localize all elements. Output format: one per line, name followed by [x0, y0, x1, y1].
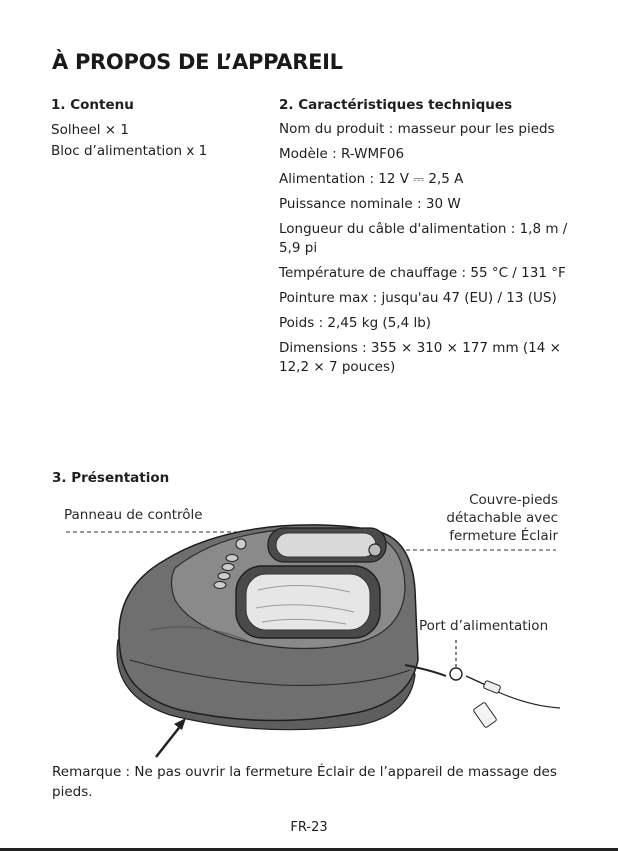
spec-item: Alimentation : 12 V ⎓ 2,5 A — [279, 171, 464, 187]
spec-item: Modèle : R-WMF06 — [279, 146, 405, 162]
spec-item: Poids : 2,45 kg (5,4 lb) — [279, 315, 432, 331]
specs-section — [279, 96, 579, 383]
spec-item: Température de chauffage : 55 °C / 131 °F — [279, 265, 566, 281]
foot-cover-label: Couvre-pieds détachable avec fermeture Éclair — [446, 492, 558, 544]
presentation-heading: 3. Présentation — [52, 470, 170, 486]
contents-section — [51, 96, 251, 162]
page-title: À PROPOS DE L’APPAREIL — [52, 50, 343, 74]
page-number: FR-23 — [290, 820, 328, 835]
zipper-icon — [369, 544, 381, 556]
contents-heading: 1. Contenu — [51, 97, 134, 113]
control-panel-label: Panneau de contrôle — [64, 507, 203, 523]
power-port-label: Port d’alimentation — [419, 618, 549, 634]
spec-item: Pointure max : jusqu'au 47 (EU) / 13 (US) — [279, 290, 557, 306]
zipper-arrow — [156, 724, 182, 757]
contents-item: Solheel × 1 — [51, 122, 129, 138]
spec-item: Longueur du câble d'alimentation : 1,8 m / 5,9 pi — [279, 221, 568, 256]
spec-item: Nom du produit : masseur pour les pieds — [279, 121, 555, 137]
note-text: Remarque : Ne pas ouvrir la fermeture Éclair de l’appareil de massage des pieds. — [52, 764, 557, 800]
spec-item: Dimensions : 355 × 310 × 177 mm (14 × 12,2 × 7 pouces) — [279, 340, 561, 375]
cable-tag — [473, 702, 497, 728]
specs-heading: 2. Caractéristiques techniques — [279, 97, 513, 113]
spec-item: Puissance nominale : 30 W — [279, 196, 461, 212]
contents-item: Bloc d’alimentation x 1 — [51, 143, 208, 159]
power-port-icon — [450, 668, 462, 680]
